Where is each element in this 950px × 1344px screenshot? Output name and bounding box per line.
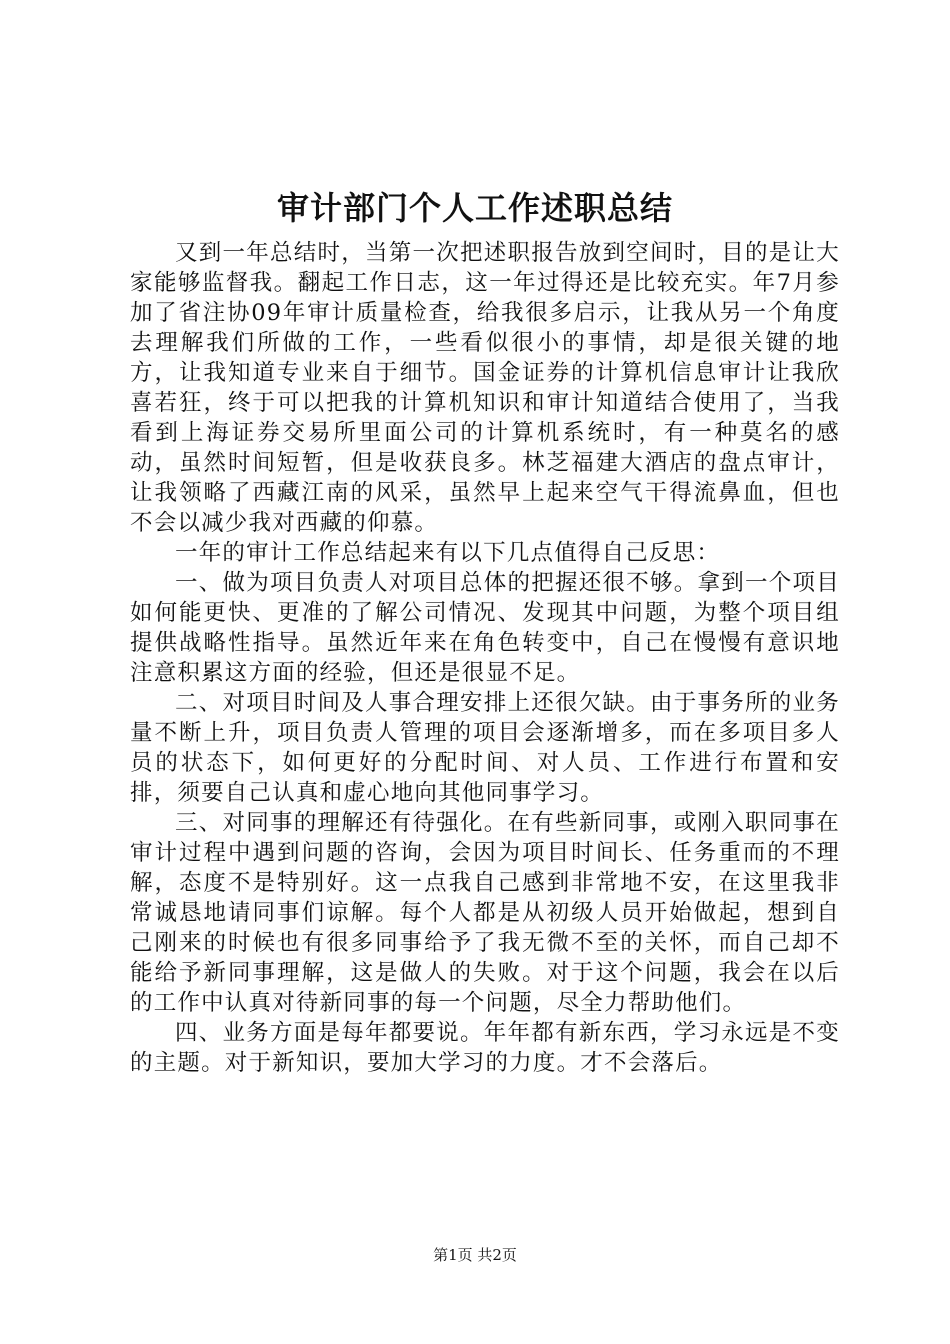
paragraph-point-1: 一、做为项目负责人对项目总体的把握还很不够。拿到一个项目如何能更快、更准的了解公司情况、发现其中问题，为整个项目组提供战略性指导。虽然近年来在角色转变中，自己在慢慢有意识地注意积累这方面的经验，但还是很显不足。 <box>130 570 840 686</box>
document-body <box>130 238 840 1078</box>
document-title: 审计部门个人工作述职总结 <box>276 189 673 227</box>
paragraph-intro: 又到一年总结时，当第一次把述职报告放到空间时，目的是让大家能够监督我。翻起工作日志，这一年过得还是比较充实。年7月参加了省注协09年审计质量检查，给我很多启示，让我从另一个角度去理解我们所做的工作，一些看似很小的事情，却是很关键的地方，让我知道专业来自于细节。国金证券的计算机信息审计让我欣喜若狂，终于可以把我的计算机知识和审计知道结合使用了，当我看到上海证券交易所里面公司的计算机系统时，有一种莫名的感动，虽然时间短暂，但是收获良多。林芝福建大酒店的盘点审计，让我领略了西藏江南的风采，虽然早上起来空气干得流鼻血，但也不会以减少我对西藏的仰慕。 <box>130 240 840 536</box>
page-footer: 第1页 共2页 <box>433 1246 517 1264</box>
paragraph-reflection-lead: 一年的审计工作总结起来有以下几点值得自己反思： <box>175 540 721 566</box>
paragraph-point-2: 二、对项目时间及人事合理安排上还很欠缺。由于事务所的业务量不断上升，项目负责人管理的项目会逐渐增多，而在多项目多人员的状态下，如何更好的分配时间、对人员、工作进行布置和安排，须要自己认真和虚心地向其他同事学习。 <box>130 690 840 806</box>
paragraph-point-4: 四、业务方面是每年都要说。年年都有新东西，学习永远是不变的主题。对于新知识，要加大学习的力度。才不会落后。 <box>130 1020 840 1076</box>
paragraph-point-3: 三、对同事的理解还有待强化。在有些新同事，或刚入职同事在审计过程中遇到问题的咨询，会因为项目时间长、任务重而的不理解，态度不是特别好。这一点我自己感到非常地不安，在这里我非常诚恳地请同事们谅解。每个人都是从初级人员开始做起，想到自己刚来的时候也有很多同事给予了我无微不至的关怀，而自己却不能给予新同事理解，这是做人的失败。对于这个问题，我会在以后的工作中认真对待新同事的每一个问题，尽全力帮助他们。 <box>130 810 840 1016</box>
